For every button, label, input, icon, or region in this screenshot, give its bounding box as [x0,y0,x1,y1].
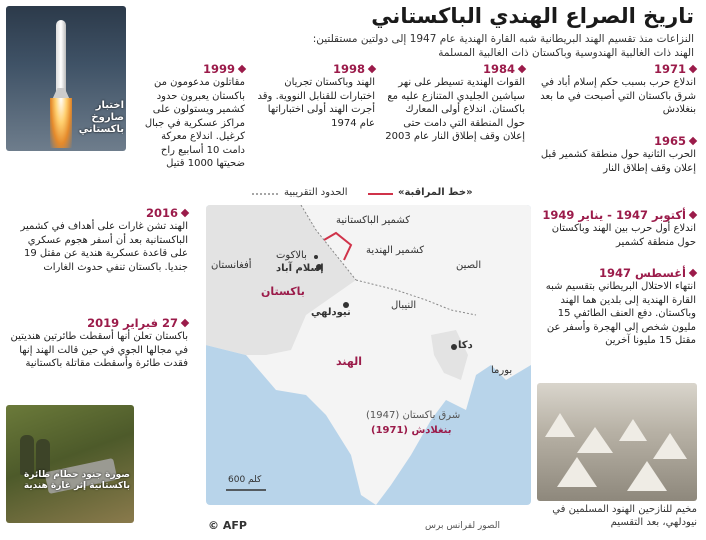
event-date: 27 فبراير 2019 [87,316,178,330]
event-1984 [385,62,525,144]
event-date: 2016 [145,206,178,220]
diamond-icon [368,65,376,73]
event-date: 1971 [653,62,686,76]
tent-icon [557,457,597,487]
crash-photo-caption: صورة جنود حطام طائرة باكستانية إثر غارة هندية [23,470,130,491]
tent-icon [653,433,687,459]
event-date: أكتوبر 1947 - يناير 1949 [542,208,686,222]
map [206,205,531,505]
map-label-dhaka: دكا [458,340,473,351]
tent-icon [619,419,647,441]
page-title: تاريخ الصراع الهندي الباكستاني [371,4,694,28]
diamond-icon [181,319,189,327]
event-text: مقاتلون مدعومون من باكستان يعبرون حدود كشمير ويستولون على مراكز عسكرية في جبال كرغيل. اندلاع معركة دامت 10 أسابيع راح ضحيتها 1000 قتيل [144,77,245,169]
event-text: الهند وباكستان تجريان اختبارات للقنابل النووية. وقد أجرت الهند أولى اختباراتها عام 1974 [257,77,375,129]
diamond-icon [689,65,697,73]
crash-photo [6,405,134,523]
rocket-icon [56,20,66,100]
rocket-photo-caption: اختبار صاروخ باكستاني [78,100,124,135]
map-label-bangladesh: بنغلادش (1971) [371,425,452,436]
event-2019 [8,316,188,371]
event-text: الحرب الثانية حول منطقة كشمير قبل إعلان وقف إطلاق النار [540,149,696,174]
soldier-icon [20,435,34,475]
map-label-burma: بورما [491,365,513,376]
event-text: الهند تشن غارات على أهداف في كشمير الباكستانية بعد أن أسفر هجوم عسكري على قاعدة عسكرية هندية عن مقتل 19 جنديا. باكستان تنفي حدوث الغارات [20,221,188,273]
legend-loc-label: «خط المراقبة» [398,187,473,198]
tent-icon [627,461,667,491]
event-text: انتهاء الاحتلال البريطاني بتقسيم شبه القارة الهندية إلى بلدين هما الهند وباكستان. دفع العنف الطائفي 15 مليون شخص إلى الهجرة وأسفر عن مقتل 15 مليونا آخرين [545,281,696,346]
event-date: 1998 [332,62,365,76]
balakot-dot [314,255,318,259]
map-label-ind-kashmir: كشمير الهندية [366,245,425,256]
event-date: 1965 [653,134,686,148]
event-2016 [8,206,188,274]
map-label-china: الصين [456,260,482,271]
event-text: باكستان تعلن أنها أسقطت طائرتين هنديتين في مجالها الجوي في حين قالت الهند إنها فقدت طائرة وأسقطت مقاتلة باكستانية [10,331,188,369]
camp-photo-caption: مخيم للنازحين الهنود المسلمين في نيودلهي، بعد التقسيم [552,504,697,528]
map-label-east-pakistan: شرق باكستان (1947) [366,410,461,421]
event-date: 1999 [202,62,235,76]
diamond-icon [689,269,697,277]
diamond-icon [238,65,246,73]
diamond-icon [518,65,526,73]
tent-icon [545,413,575,437]
map-label-islamabad: إسلام آباد [276,263,324,274]
tent-icon [577,427,613,453]
camp-photo [537,383,697,501]
map-label-pak-kashmir: كشمير الباكستانية [336,215,410,226]
event-1971 [538,62,696,117]
event-1999 [140,62,245,171]
map-label-afghanistan: أفغانستان [211,260,252,271]
map-label-india: الهند [336,355,363,368]
event-text: اندلاع حرب بسبب حكم إسلام أباد في شرق باكستان التي أصبحت في ما بعد بنغلادش [540,77,696,115]
map-label-nepal: النيبال [391,300,417,311]
afp-credit: © AFP [208,519,247,532]
diamond-icon [181,209,189,217]
event-text: القوات الهندية تسيطر على نهر سياشين الجليدي المتنازع عليه مع باكستان. اندلاع أولى المعارك حول المنطقة التي دامت حتى إعلان وقف إطلاق النار عام 2003 [385,77,525,142]
dhaka-dot [451,344,457,350]
event-text: اندلاع أول حرب بين الهند وباكستان حول منطقة كشمير [551,223,696,248]
event-1998 [255,62,375,130]
event-1965 [538,134,696,175]
diamond-icon [689,211,697,219]
map-label-pakistan: باكستان [261,285,305,298]
map-label-newdelhi: نيودلهي [311,307,351,318]
event-1947 [538,266,696,348]
diamond-icon [689,137,697,145]
event-1947-1949 [538,208,696,249]
event-date: 1984 [482,62,515,76]
photo-credit: الصور لفرانس برس [425,521,500,531]
intro-text: النزاعات منذ تقسيم الهند البريطانية شبه القارة الهندية عام 1947 إلى دولتين مستقلتين: الهند ذات الغالبية الهندوسية وباكستان ذات الغالبية المسلمة [312,33,694,59]
legend-border-label: الحدود التقريبية [284,187,348,198]
event-date: أغسطس 1947 [599,266,686,280]
map-scale-label: 600 كلم [228,475,262,485]
map-label-balakot: بالاكوت [276,250,307,261]
